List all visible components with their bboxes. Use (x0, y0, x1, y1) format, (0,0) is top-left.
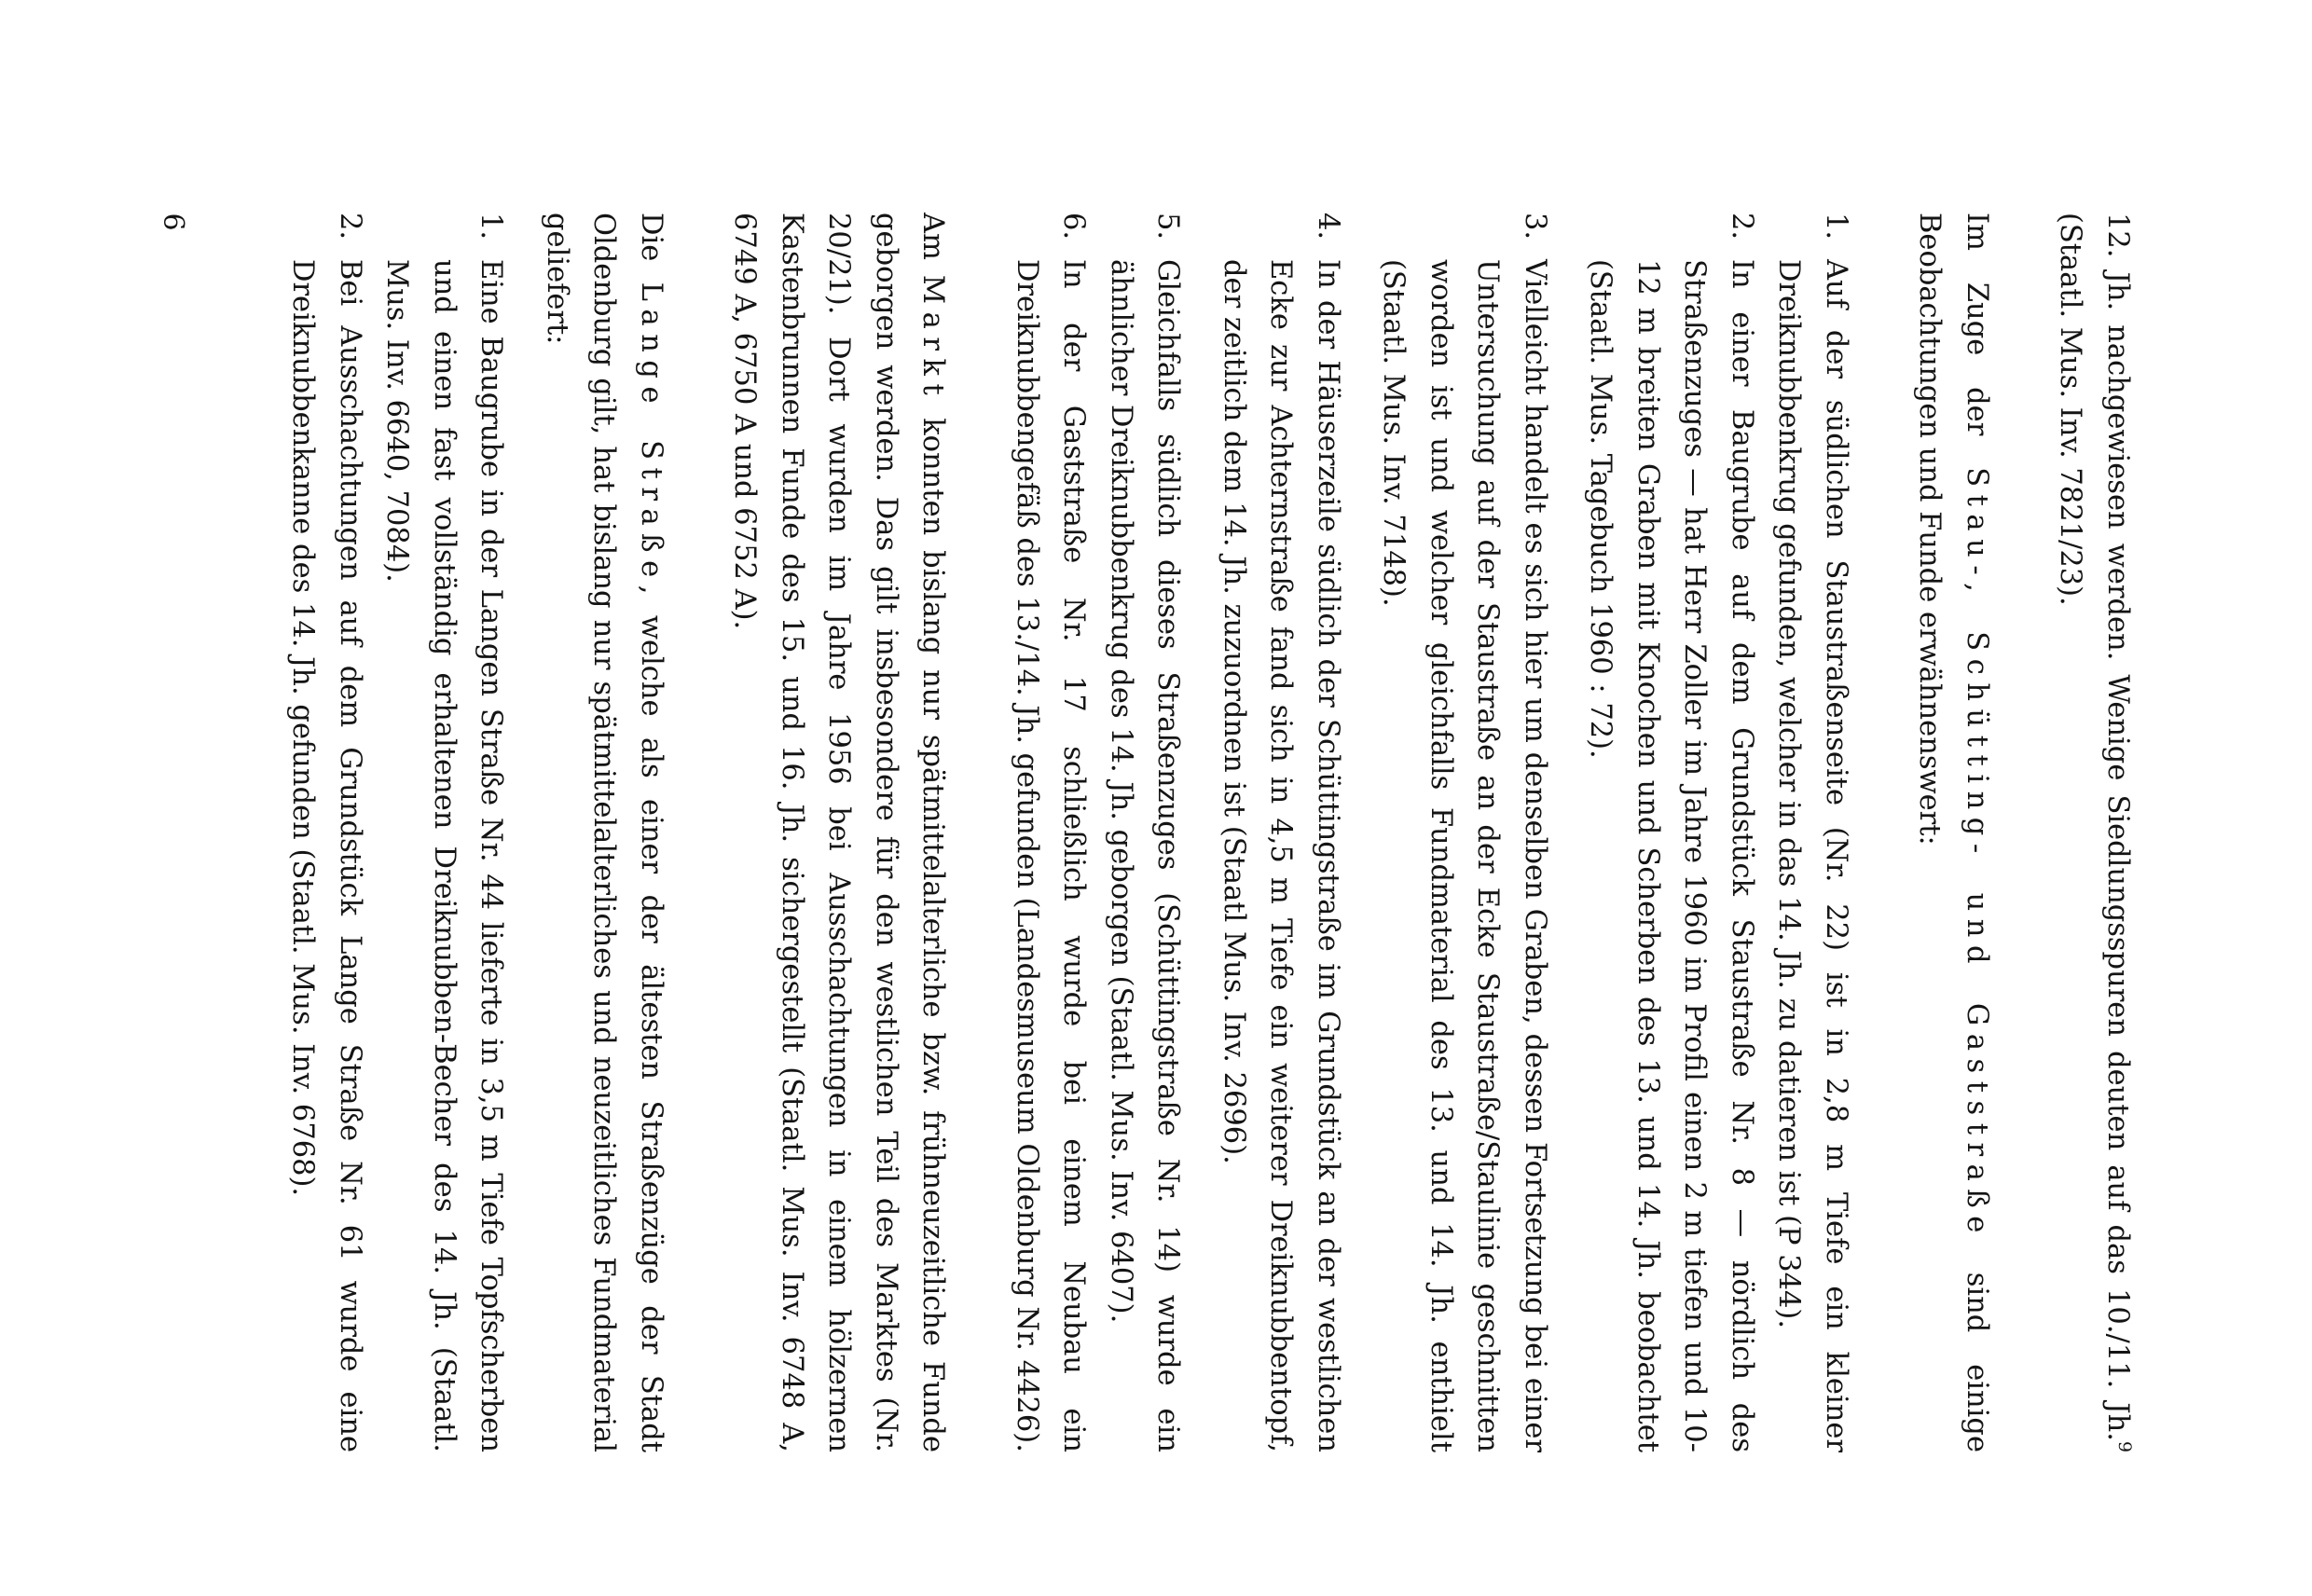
paragraph-gap (515, 213, 533, 1452)
list-item (1003, 213, 1097, 1452)
spaced-term-und: und (1961, 892, 1993, 972)
spaced-term-markt: Markt (916, 274, 950, 404)
paragraph-gap (956, 213, 1003, 1452)
intro-text: 12. Jh. nachgewiesen werden. Wenige Siedlungsspuren deuten auf das 10./11. Jh. (2101, 213, 2134, 1441)
page-text-block (136, 213, 2140, 1452)
list-item-number: 5. (1151, 213, 1185, 241)
list-item-text: In der Gaststraße Nr. 17 schließlich wurde bei einem Neubau ein Dreiknubbengefäß des 13./14. Jh. gefunden (Landesmuseum Oldenburg Nr. 4426). (1011, 259, 1091, 1452)
spaced-term-schuetting: Schütting- (1961, 631, 1993, 861)
paragraph-gap (1558, 213, 1576, 1452)
list-item (1210, 213, 1352, 1452)
list-item-number: 3. (1519, 213, 1551, 241)
stau-heading-prefix: Im Zuge der (1961, 213, 1993, 468)
list-item (1576, 213, 1765, 1452)
stau-heading-suffix: sind einige Beobachtungen und Funde erwähnenswert: (1913, 213, 1993, 1452)
markt-text: konnten bislang nur spätmittelalterliche bzw. frühneuzeitliche Funde geborgen werden. Das gilt insbesondere für den westlichen Teil des Marktes (Nr. 20/21). Dort wurden im Jahre 1956 bei Ausschachtungen in einem hölzernen Kastenbrunnen Funde des 15. und 16. Jh. sichergestellt (Staatl. Mus. Inv. 6748 A, 6749 A, 6750 A und 6752 A). (728, 213, 950, 1452)
list-item-number: 2. (334, 213, 366, 241)
markt-prefix: Am (916, 213, 950, 275)
list-item-text: In einer Baugrube auf dem Grundstück Staustraße Nr. 8 — nördlich des Straßenzuges — hat Herr Zoller im Jahre 1960 im Profil einen 2 m tiefen und 10-12 m breiten Graben mit Knochen und Scherben des 13. und 14. Jh. beobachtet (Staatl. Mus. Tagebuch 1960 : 72). (1584, 259, 1758, 1452)
spaced-term-lange-strasse: Lange Straße (635, 282, 667, 585)
heading-space (1961, 971, 1993, 1003)
paragraph-gap (1859, 213, 1906, 1452)
list-item (1765, 213, 1859, 1452)
footnote-ref: 9 (2114, 1440, 2136, 1452)
paragraph-gap (1191, 213, 1210, 1452)
list-item-text: Vielleicht handelt es sich hier um denselben Graben, dessen Fortsetzung bei einer Untersuchung auf der Staustraße an der Ecke Staustraße/Staulinie geschnitten worden ist und welcher gleichfalls Fundmaterial des 13. und 14. Jh. enthielt (Staatl. Mus. Inv. 7148). (1377, 259, 1551, 1452)
paragraph-gap (1351, 213, 1369, 1452)
markt-paragraph (721, 213, 956, 1452)
lange-prefix: Die (635, 213, 667, 282)
list-item (373, 213, 515, 1452)
list-item-number: 2. (1726, 213, 1758, 241)
list-item (1369, 213, 1558, 1452)
list-item-text: Auf der südlichen Staustraßenseite (Nr. 22) ist in 2,8 m Tiefe ein kleiner Dreiknubbenkrug gefunden, welcher in das 14. Jh. zu datieren ist (P 344). (1772, 259, 1852, 1452)
heading-space (1961, 861, 1993, 893)
list-item-text: In der Häuserzeile südlich der Schüttingstraße im Grundstück an der westlichen Ecke zur Achternstraße fand sich in 4,5 m Tiefe ein weiterer Dreiknubbentopf, der zeitlich dem 14. Jh. zuzuordnen ist (Staatl Mus. Inv. 2696). (1218, 259, 1344, 1452)
lange-strasse-paragraph (533, 213, 675, 1452)
spaced-term-gaststrasse: Gaststraße (1961, 1002, 1993, 1241)
paragraph-gap (2000, 213, 2046, 1452)
list-item-text: Eine Baugrube in der Langen Straße Nr. 44 lieferte in 3,5 m Tiefe Topfscherben und einen fast vollständig erhaltenen Dreiknubben-Becher des 14. Jh. (Staatl. Mus. Inv. 6640, 7084). (380, 259, 508, 1452)
paragraph-gap (674, 213, 721, 1452)
list-item-number: 4. (1312, 213, 1344, 241)
list-item-text: Bei Ausschachtungen auf dem Grundstück Lange Straße Nr. 61 wurde eine Dreiknubbenkanne des 14. Jh. gefunden (Staatl. Mus. Inv. 6768). (286, 259, 366, 1452)
list-item (1097, 213, 1191, 1452)
list-item-number: 6. (1057, 213, 1091, 241)
list-item (279, 213, 373, 1452)
list-item-text: Gleichfalls südlich dieses Straßenzuges (Schüttingstraße Nr. 14) wurde ein ähnlicher Dreiknubbenkrug des 14. Jh. geborgen (Staatl. Mus. Inv. 6407). (1105, 259, 1185, 1452)
lange-text: , welche als einer der ältesten Straßenzüge der Stadt Oldenburg gilt, hat bislang nur spätmittelalterliches und neuzeitliches Fundmaterial geliefert: (541, 213, 667, 1453)
page-number: 6 (157, 213, 189, 231)
intro-text-end: (Staatl. Mus. Inv. 7821/23). (2054, 213, 2087, 606)
list-item-number: 1. (475, 213, 508, 241)
intro-paragraph (2046, 213, 2140, 1452)
stau-section-heading (1906, 213, 2000, 1452)
spaced-term-stau: Stau-, (1961, 467, 1993, 600)
list-item-number: 1. (1820, 213, 1852, 241)
heading-space (1961, 599, 1993, 631)
